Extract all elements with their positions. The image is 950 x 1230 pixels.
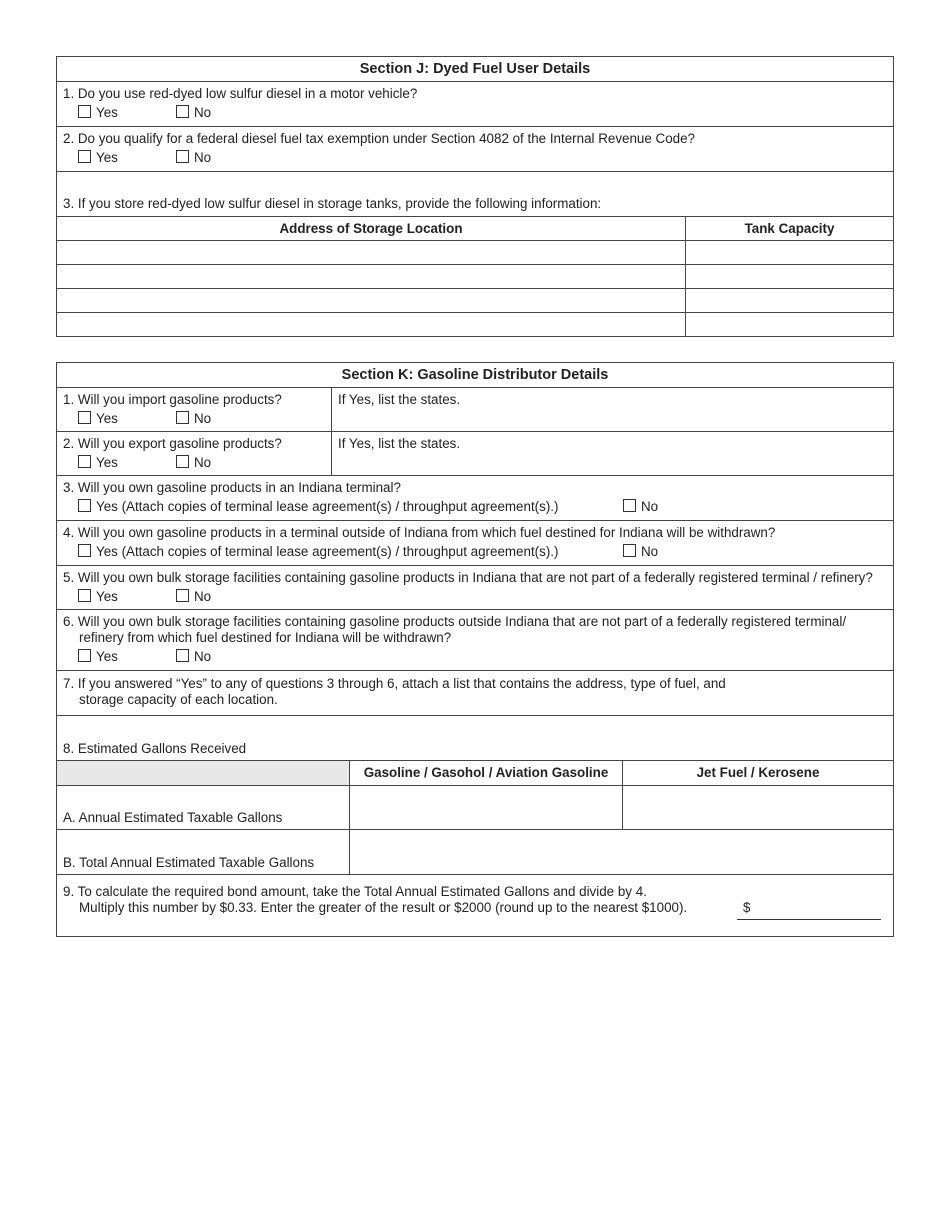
j-q2-text: 2. Do you qualify for a federal diesel fuel tax exemption under Section 4082 of the Internal Revenue Code? — [63, 131, 695, 146]
j-q2-no-option[interactable]: No — [176, 149, 211, 167]
checkbox[interactable] — [78, 544, 91, 557]
k-q3-yes-option[interactable]: Yes (Attach copies of terminal lease agreement(s) / throughput agreement(s).) — [78, 498, 623, 516]
gallons-row-b — [57, 829, 893, 874]
k-q4-yes-option[interactable]: Yes (Attach copies of terminal lease agreement(s) / throughput agreement(s).) — [78, 543, 623, 561]
gallons-table-header — [57, 760, 893, 785]
j-question-1 — [57, 81, 893, 126]
k-q5-no-option[interactable]: No — [176, 588, 211, 606]
storage-address-input[interactable] — [57, 241, 685, 264]
checkbox[interactable] — [176, 649, 189, 662]
k-q3-text: 3. Will you own gasoline products in an Indiana terminal? — [63, 480, 401, 495]
j-question-2 — [57, 126, 893, 171]
k-q2-states-field[interactable]: If Yes, list the states. — [331, 432, 893, 475]
row-b-label: B. Total Annual Estimated Taxable Gallons — [63, 855, 315, 870]
bond-amount-field[interactable] — [737, 899, 881, 920]
col-capacity-header: Tank Capacity — [685, 217, 893, 240]
k-q1-text: 1. Will you import gasoline products? — [63, 392, 282, 407]
k-question-3 — [57, 475, 893, 520]
gallons-row-a — [57, 785, 893, 829]
tank-capacity-input[interactable] — [685, 241, 893, 264]
col-gasoline-header: Gasoline / Gasohol / Aviation Gasoline — [349, 761, 622, 785]
row-a-label: A. Annual Estimated Taxable Gallons — [63, 810, 283, 825]
gallons-header-blank — [57, 761, 349, 785]
k-q2-no-option[interactable]: No — [176, 454, 211, 472]
k-q8-text: 8. Estimated Gallons Received — [63, 741, 247, 756]
j-q3-text: 3. If you store red-dyed low sulfur diesel in storage tanks, provide the following information: — [63, 196, 602, 211]
checkbox[interactable] — [176, 411, 189, 424]
tank-capacity-input[interactable] — [685, 289, 893, 312]
storage-row — [57, 240, 893, 264]
k-q9-text: 9. To calculate the required bond amount, take the Total Annual Estimated Gallons and divide by 4. Multiply this number by $0.33. Enter the greater of the result or $2000 (round up to the nearest $1000). — [63, 884, 688, 915]
k-q6-yes-option[interactable]: Yes — [78, 648, 176, 666]
checkbox[interactable] — [78, 150, 91, 163]
checkbox[interactable] — [176, 105, 189, 118]
j-question-3 — [57, 171, 893, 216]
storage-row — [57, 312, 893, 336]
k-question-9 — [57, 874, 893, 936]
k-q2-yes-option[interactable]: Yes — [78, 454, 176, 472]
j-q1-no-option[interactable]: No — [176, 104, 211, 122]
checkbox[interactable] — [78, 455, 91, 468]
k-q6-no-option[interactable]: No — [176, 648, 211, 666]
jet-fuel-gallons-input[interactable] — [622, 786, 893, 829]
k-q4-no-option[interactable]: No — [623, 543, 658, 561]
checkbox[interactable] — [176, 150, 189, 163]
k-q3-no-option[interactable]: No — [623, 498, 658, 516]
storage-address-input[interactable] — [57, 265, 685, 288]
k-q6-text: 6. Will you own bulk storage facilities containing gasoline products outside Indiana that are not part of a federally registered terminal/ refinery from which fuel destined for Indiana will be withdrawn? — [63, 614, 847, 645]
checkbox[interactable] — [78, 411, 91, 424]
gasoline-gallons-input[interactable] — [349, 786, 622, 829]
k-q5-text: 5. Will you own bulk storage facilities containing gasoline products in Indiana that are not part of a federally registered terminal / refinery? — [63, 570, 873, 585]
storage-address-input[interactable] — [57, 289, 685, 312]
k-question-6 — [57, 609, 893, 670]
k-question-7 — [57, 670, 893, 715]
j-q2-yes-option[interactable]: Yes — [78, 149, 176, 167]
k-q1-no-option[interactable]: No — [176, 410, 211, 428]
storage-row — [57, 264, 893, 288]
checkbox[interactable] — [78, 589, 91, 602]
checkbox[interactable] — [78, 499, 91, 512]
section-j — [56, 56, 894, 337]
k-q5-yes-option[interactable]: Yes — [78, 588, 176, 606]
storage-table-header — [57, 216, 893, 240]
k-question-8 — [57, 715, 893, 760]
section-k-title: Section K: Gasoline Distributor Details — [341, 367, 609, 383]
tank-capacity-input[interactable] — [685, 313, 893, 336]
k-question-2 — [57, 431, 893, 475]
checkbox[interactable] — [176, 589, 189, 602]
j-q1-yes-option[interactable]: Yes — [78, 104, 176, 122]
j-q1-text: 1. Do you use red-dyed low sulfur diesel in a motor vehicle? — [63, 86, 418, 101]
checkbox[interactable] — [623, 499, 636, 512]
k-question-4 — [57, 520, 893, 565]
k-q4-text: 4. Will you own gasoline products in a terminal outside of Indiana from which fuel destined for Indiana will be withdrawn? — [63, 525, 776, 540]
section-k — [56, 362, 894, 937]
col-address-header: Address of Storage Location — [279, 221, 463, 236]
k-q1-states-field[interactable]: If Yes, list the states. — [331, 388, 893, 431]
checkbox[interactable] — [78, 105, 91, 118]
storage-row — [57, 288, 893, 312]
dollar-sign: $ — [743, 900, 751, 915]
tank-capacity-input[interactable] — [685, 265, 893, 288]
col-jet-header: Jet Fuel / Kerosene — [622, 761, 893, 785]
storage-address-input[interactable] — [57, 313, 685, 336]
total-gallons-input[interactable] — [349, 830, 893, 874]
k-question-5 — [57, 565, 893, 609]
checkbox[interactable] — [623, 544, 636, 557]
k-q1-yes-option[interactable]: Yes — [78, 410, 176, 428]
checkbox[interactable] — [78, 649, 91, 662]
k-question-1 — [57, 387, 893, 431]
k-q7-text: 7. If you answered “Yes” to any of questions 3 through 6, attach a list that contains the address, type of fuel, and storage capacity of each location. — [63, 676, 726, 707]
k-q2-text: 2. Will you export gasoline products? — [63, 436, 282, 451]
section-j-title: Section J: Dyed Fuel User Details — [359, 61, 591, 77]
checkbox[interactable] — [176, 455, 189, 468]
